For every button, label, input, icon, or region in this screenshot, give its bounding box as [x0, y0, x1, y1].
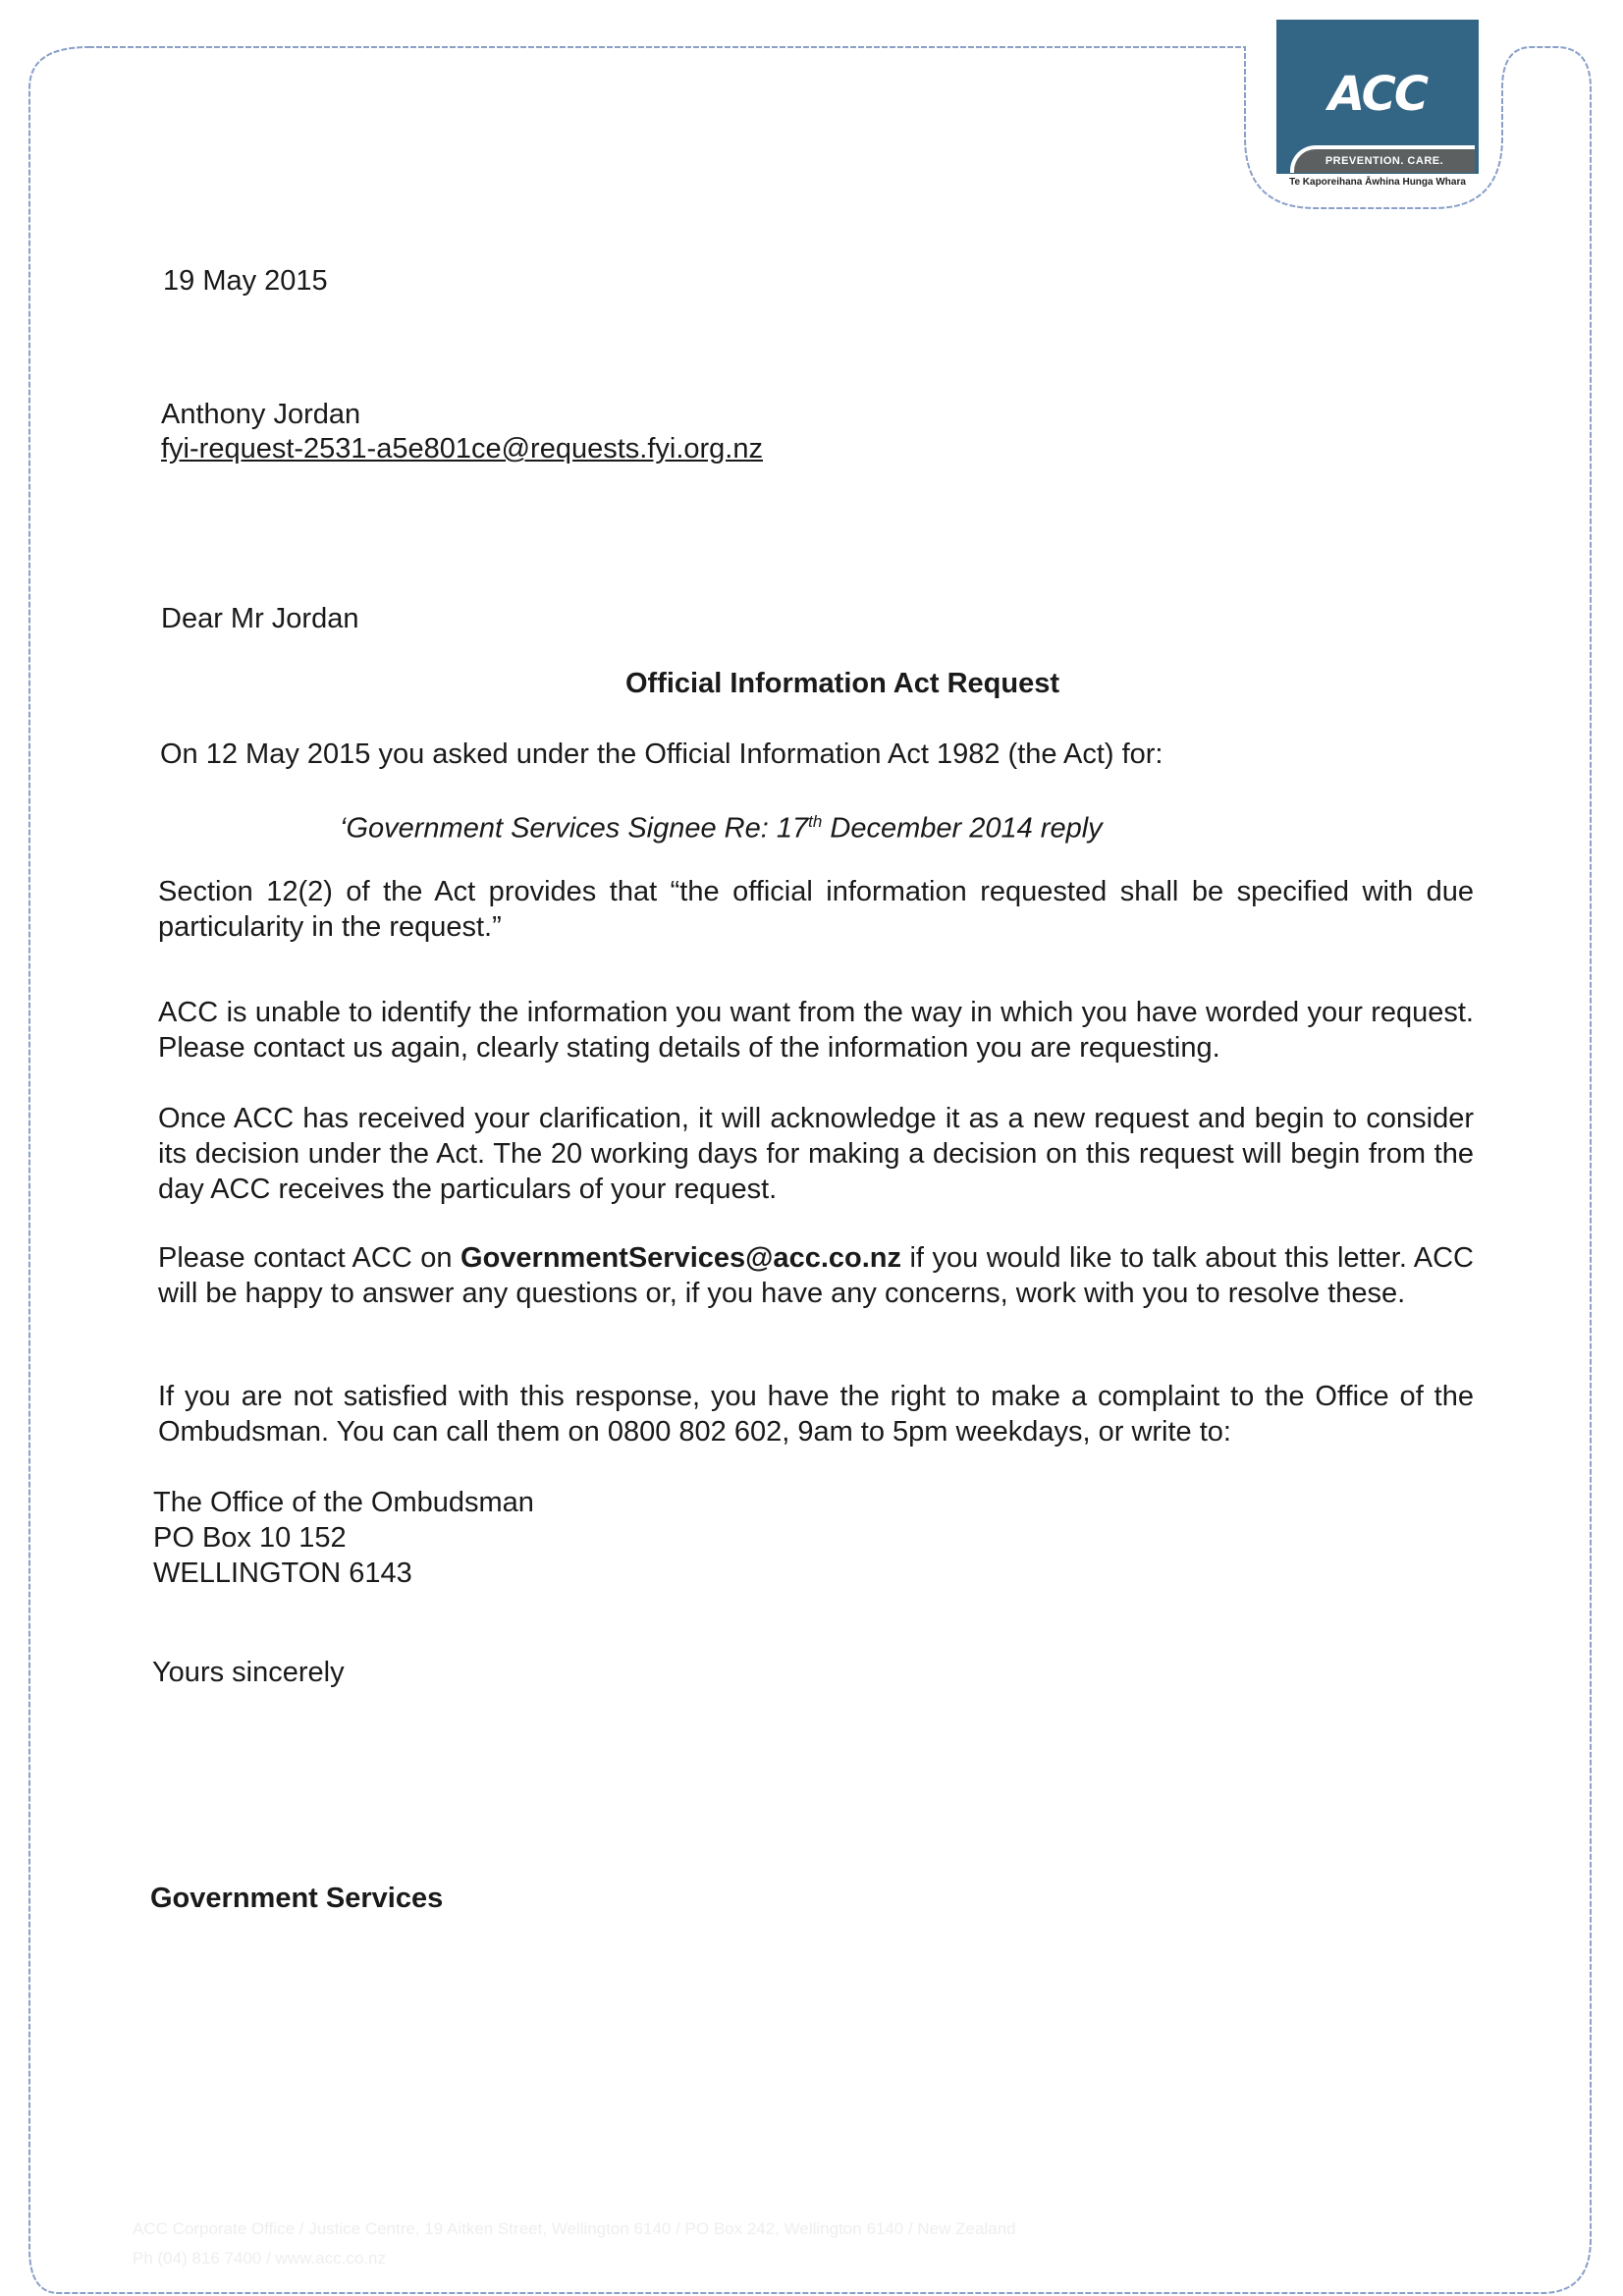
address-line: The Office of the Ombudsman	[153, 1487, 534, 1518]
paragraph-section-12: Section 12(2) of the Act provides that “the official information requested shall be specified with due particularity in the request.”	[158, 876, 1474, 943]
paragraph-clarification: Once ACC has received your clarification, it will acknowledge it as a new request and begin to consider its decision under the Act. The 20 working days for making a decision on this request will begin from the day ACC receives the particulars of your request.	[158, 1103, 1474, 1205]
acc-tagline: Te Kaporeihana Āwhina Hunga Whara	[1289, 177, 1466, 188]
ombudsman-address	[153, 1485, 534, 1591]
paragraph-complaint: If you are not satisfied with this response, you have the right to make a complaint to the Office of the Ombudsman. You can call them on 0800 802 602, 9am to 5pm weekdays, or write to:	[158, 1381, 1474, 1448]
contact-text-end: if you would like to talk about this letter. ACC will be happy to answer any questions or, if you have any concerns, work with you to resolve these.	[158, 1242, 1474, 1309]
recipient-name: Anthony Jordan	[161, 399, 361, 430]
salutation: Dear Mr Jordan	[161, 603, 359, 634]
request-quote	[340, 804, 1103, 847]
address-line: WELLINGTON 6143	[153, 1558, 412, 1589]
closing: Yours sincerely	[152, 1657, 345, 1688]
contact-text: Please contact ACC on	[158, 1242, 461, 1274]
quote-text: ‘Government Services Signee Re: 17	[340, 812, 809, 845]
acc-logo	[1276, 20, 1479, 174]
quote-superscript: th	[808, 812, 823, 831]
paragraph-contact	[158, 1240, 1474, 1311]
intro-paragraph: On 12 May 2015 you asked under the Official Information Act 1982 (the Act) for:	[160, 738, 1163, 770]
recipient-email[interactable]: fyi-request-2531-a5e801ce@requests.fyi.org.nz	[161, 433, 763, 465]
letter-heading: Official Information Act Request	[624, 668, 1060, 699]
acc-logo-mark: ACC	[1327, 67, 1428, 122]
address-line: PO Box 10 152	[153, 1522, 347, 1554]
acc-motto: PREVENTION. CARE.	[1290, 145, 1475, 173]
letter-date: 19 May 2015	[163, 265, 328, 297]
contact-email[interactable]: GovernmentServices@acc.co.nz	[460, 1242, 901, 1274]
footer-contact: Ph (04) 816 7400 / www.acc.co.nz	[133, 2249, 386, 2268]
footer-address: ACC Corporate Office / Justice Centre, 19 Aitken Street, Wellington 6140 / PO Box 242, Wellington 6140 / New Zealand	[133, 2219, 1016, 2238]
paragraph-unable: ACC is unable to identify the information you want from the way in which you have worded your request. Please contact us again, clearly stating details of the information you are requesting.	[158, 997, 1474, 1064]
signatory: Government Services	[150, 1883, 444, 1914]
quote-text-end: December 2014 reply	[822, 812, 1103, 845]
